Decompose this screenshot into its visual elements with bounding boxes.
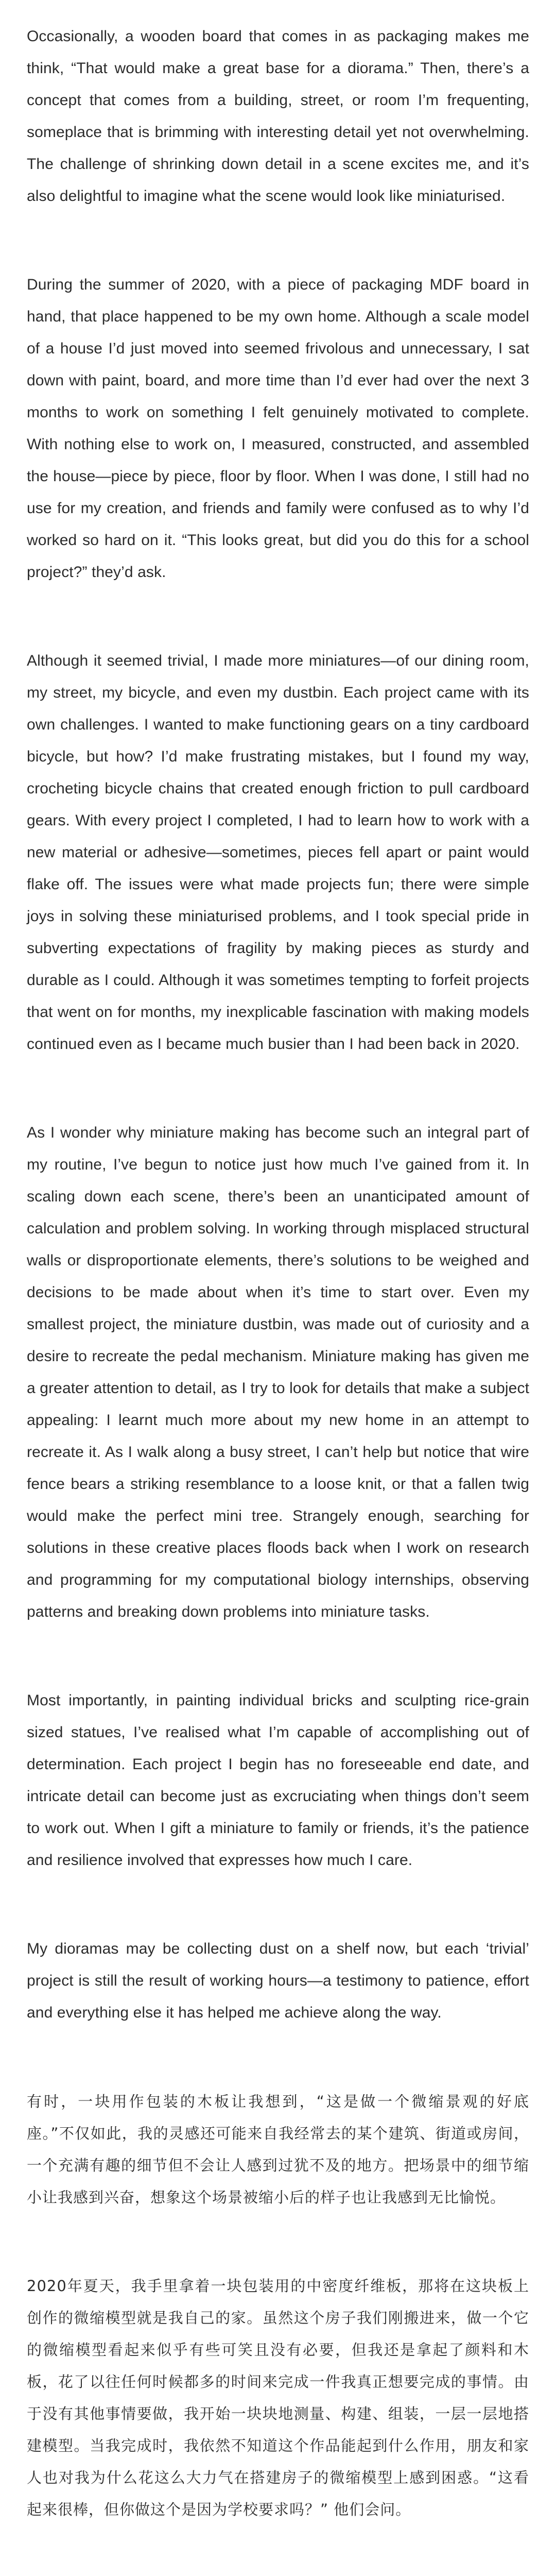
- english-paragraph-4: As I wonder why miniature making has become such an integral part of my routine, I’ve begun to notice just how much I’ve gained from it. In scaling down each scene, there’s been an unanticipated amount of calculation and problem solving. In working through misplaced structural walls or disproportionate elements, there’s solutions to be weighed and decisions to be made about when it’s time to start over. Even my smallest project, the miniature dustbin, was made out of curiosity and a desire to recreate the pedal mechanism. Miniature making has given me a greater attention to detail, as I try to look for details that make a subject appealing: I learnt much more about my new home in an attempt to recreate it. As I walk along a busy street, I can’t help but notice that wire fence bears a striking resemblance to a loose knit, or that a fallen twig would make the perfect mini tree. Strangely enough, searching for solutions in these creative places floods back when I work on research and programming for my computational biology internships, observing patterns and breaking down problems into miniature tasks.: [27, 1124, 529, 1620]
- english-paragraph-3: Although it seemed trivial, I made more miniatures—of our dining room, my street, my bicycle, and even my dustbin. Each project came with its own challenges. I wanted to make functioning gears on a tiny cardboard bicycle, but how? I’d make frustrating mistakes, but I found my way, crocheting bicycle chains that created enough friction to pull cardboard gears. With every project I completed, I had to learn how to work with a new material or adhesive—sometimes, pieces fell apart or paint would flake off. The issues were what made projects fun; there were simple joys in solving these miniaturised problems, and I took special pride in subverting expectations of fragility by making pieces as sturdy and durable as I could. Although it was sometimes tempting to forfeit projects that went on for months, my inexplicable fascination with making models continued even as I became much busier than I had been back in 2020.: [27, 652, 529, 1053]
- chinese-paragraph-2: 2020年夏天，我手里拿着一块包装用的中密度纤维板，那将在这块板上创作的微缩模型就是我自己的家。虽然这个房子我们刚搬进来，做一个它的微缩模型看起来似乎有些可笑且没有必要，但我还是拿起了颜料和木板，花了以往任何时候都多的时间来完成一件我真正想要完成的事情。由于没有其他事情要做，我开始一块块地测量、构建、组装，一层一层地搭建模型。当我完成时，我依然不知道这个作品能起到什么作用，朋友和家人也对我为什么花这么大力气在搭建房子的微缩模型上感到困惑。“这看起来很棒，但你做这个是因为学校要求吗？” 他们会问。: [27, 2277, 529, 2518]
- english-paragraph-1: Occasionally, a wooden board that comes in as packaging makes me think, “That would make a great base for a diorama.” Then, there’s a concept that comes from a building, street, or room I’m frequenting, someplace that is brimming with interesting detail yet not overwhelming. The challenge of shrinking down detail in a scene excites me, and it’s also delightful to imagine what the scene would look like miniaturised.: [27, 28, 529, 205]
- chinese-paragraph-1: 有时，一块用作包装的木板让我想到，“这是做一个微缩景观的好底座。”不仅如此，我的灵感还可能来自我经常去的某个建筑、街道或房间，一个充满有趣的细节但不会让人感到过犹不及的地方。把场景中的细节缩小让我感到兴奋，想象这个场景被缩小后的样子也让我感到无比愉悦。: [27, 2093, 529, 2206]
- english-paragraph-2: During the summer of 2020, with a piece of packaging MDF board in hand, that place happened to be my own home. Although a scale model of a house I’d just moved into seemed frivolous and unnecessary, I sat down with paint, board, and more time than I’d ever had over the next 3 months to work on something I felt genuinely motivated to complete. With nothing else to work on, I measured, constructed, and assembled the house—piece by piece, floor by floor. When I was done, I still had no use for my creation, and friends and family were confused as to why I’d worked so hard on it. “This looks great, but did you do this for a school project?” they’d ask.: [27, 276, 529, 581]
- english-paragraph-6: My dioramas may be collecting dust on a shelf now, but each ‘trivial’ project is still the result of working hours—a testimony to patience, effort and everything else it has helped me achieve along the way.: [27, 1940, 529, 2021]
- english-paragraph-5: Most importantly, in painting individual bricks and sculpting rice-grain sized statues, I’ve realised what I’m capable of accomplishing out of determination. Each project I begin has no foreseeable end date, and intricate detail can become just as excruciating when things don’t seem to work out. When I gift a miniature to family or friends, it’s the patience and resilience involved that expresses how much I care.: [27, 1692, 529, 1869]
